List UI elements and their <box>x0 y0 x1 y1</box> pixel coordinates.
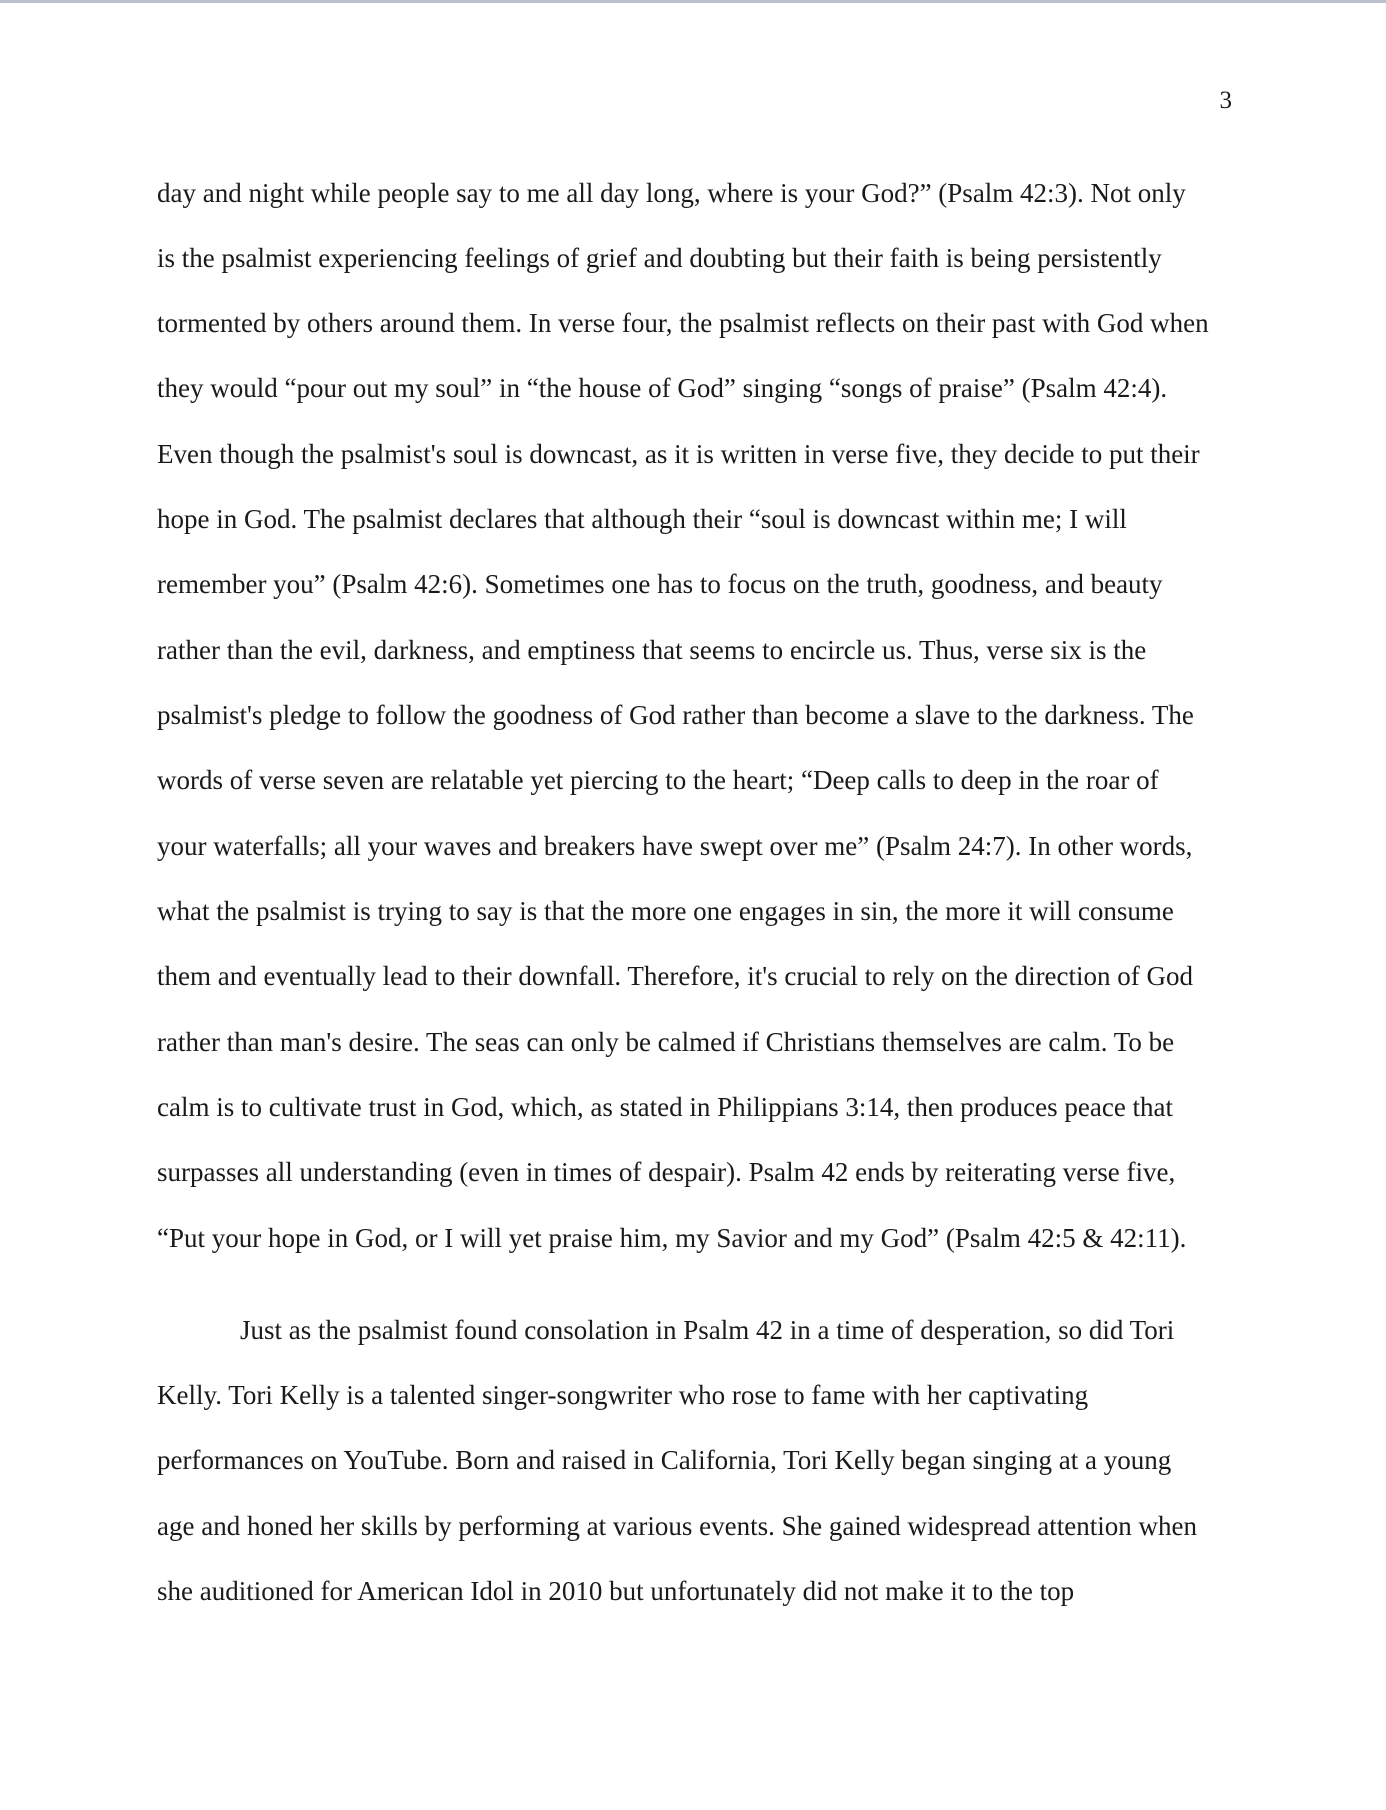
text-line: rather than man's desire. The seas can only be calmed if Christians themselves are calm. To be <box>157 1027 1175 1057</box>
text-line: your waterfalls; all your waves and breakers have swept over me” (Psalm 24:7). In other words, <box>157 831 1193 861</box>
text-line: words of verse seven are relatable yet piercing to the heart; “Deep calls to deep in the roar of <box>157 765 1159 795</box>
text-line: Kelly. Tori Kelly is a talented singer-songwriter who rose to fame with her captivating <box>157 1380 1089 1410</box>
text-line: age and honed her skills by performing at various events. She gained widespread attention when <box>157 1511 1197 1541</box>
text-line: they would “pour out my soul” in “the house of God” singing “songs of praise” (Psalm 42:4). <box>157 373 1168 403</box>
text-line: hope in God. The psalmist declares that although their “soul is downcast within me; I will <box>157 504 1127 534</box>
text-line: what the psalmist is trying to say is that the more one engages in sin, the more it will consume <box>157 896 1174 926</box>
text-line: tormented by others around them. In verse four, the psalmist reflects on their past with God when <box>157 308 1209 338</box>
text-line: psalmist's pledge to follow the goodness of God rather than become a slave to the darkness. The <box>157 700 1194 730</box>
text-line: is the psalmist experiencing feelings of grief and doubting but their faith is being persistently <box>157 243 1162 273</box>
text-line: them and eventually lead to their downfall. Therefore, it's crucial to rely on the direction of God <box>157 961 1194 991</box>
text-line: she auditioned for American Idol in 2010 but unfortunately did not make it to the top <box>157 1576 1075 1606</box>
page-number: 3 <box>1219 87 1232 114</box>
text-line: performances on YouTube. Born and raised in California, Tori Kelly began singing at a young <box>157 1445 1172 1475</box>
text-line: Even though the psalmist's soul is downcast, as it is written in verse five, they decide to put their <box>157 439 1200 469</box>
text-line: remember you” (Psalm 42:6). Sometimes one has to focus on the truth, goodness, and beauty <box>157 569 1163 599</box>
text-line: surpasses all understanding (even in times of despair). Psalm 42 ends by reiterating verse five, <box>157 1157 1176 1187</box>
text-line: Just as the psalmist found consolation in Psalm 42 in a time of desperation, so did Tori <box>240 1315 1175 1345</box>
top-border <box>0 0 1386 3</box>
text-line: rather than the evil, darkness, and emptiness that seems to encircle us. Thus, verse six is the <box>157 635 1147 665</box>
text-line: “Put your hope in God, or I will yet praise him, my Savior and my God” (Psalm 42:5 & 42:11). <box>157 1223 1187 1253</box>
text-line: calm is to cultivate trust in God, which, as stated in Philippians 3:14, then produces peace that <box>157 1092 1174 1122</box>
text-line: day and night while people say to me all day long, where is your God?” (Psalm 42:3). Not only <box>157 178 1186 208</box>
